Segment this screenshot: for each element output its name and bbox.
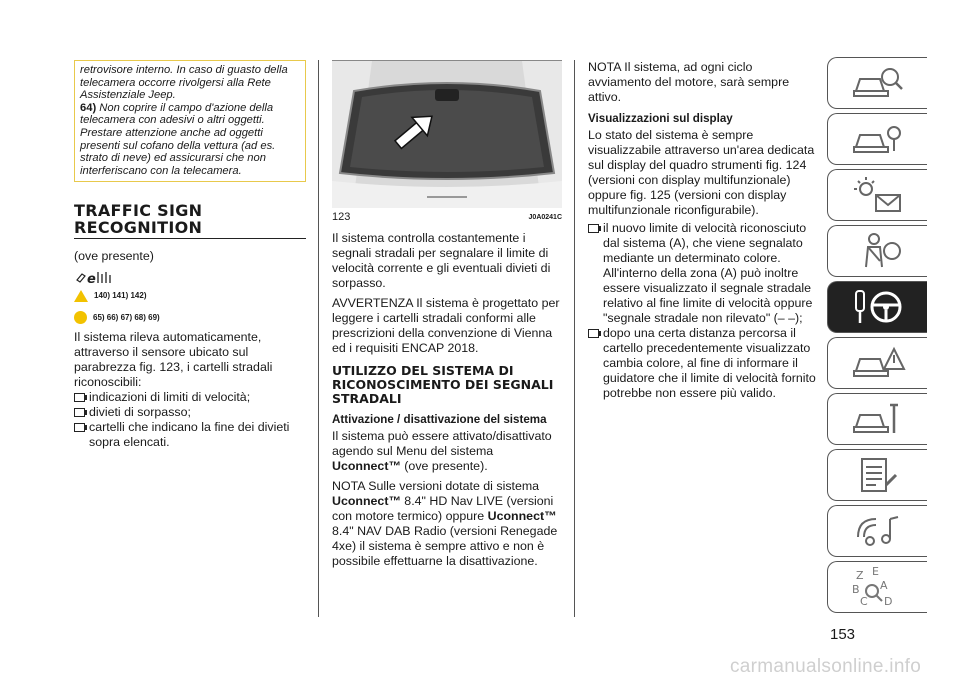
paragraph <box>332 479 562 569</box>
subsection-heading: Attivazione / disattivazione del sistema <box>332 413 547 426</box>
title-line: TRAFFIC SIGN <box>74 201 203 221</box>
tab-starting-driving[interactable] <box>827 281 927 333</box>
column-3 <box>588 60 816 401</box>
note-line: telecamera occorre rivolgersi alla Rete <box>80 76 271 89</box>
seatbelt-airbag-icon <box>850 231 906 271</box>
tab-multimedia[interactable] <box>827 505 927 557</box>
figure-code: J0A0241C <box>528 214 562 221</box>
column-1 <box>74 60 306 450</box>
note-line: strato di neve) ed assicurarsi che non <box>80 152 266 165</box>
chapter-tabs <box>827 57 927 617</box>
caution-note <box>74 60 306 182</box>
text: 8.4" HD Nav LIVE (versioni con motore termico) oppure <box>332 494 554 523</box>
data-sheet-icon <box>850 455 906 495</box>
bullet-icon <box>74 393 85 402</box>
tab-dashboard[interactable] <box>827 57 927 109</box>
tab-technical-data[interactable] <box>827 449 927 501</box>
warning-refs-text: 140) 141) 142) <box>94 291 147 301</box>
page-number: 153 <box>830 626 856 643</box>
subtitle: (ove presente) <box>74 249 154 264</box>
paragraph <box>332 429 562 474</box>
svg-text:Z: Z <box>855 569 864 582</box>
bullet-icon <box>588 224 599 233</box>
figure-windshield <box>332 60 562 208</box>
note-line: interferiscano con la telecamera. <box>80 164 242 177</box>
tab-safety[interactable] <box>827 225 927 277</box>
list-item-text: divieti di sorpasso; <box>89 405 191 420</box>
car-warning-icon <box>850 343 906 383</box>
list-item <box>74 420 306 450</box>
tab-emergency[interactable] <box>827 337 927 389</box>
warning-light-envelope-icon <box>850 175 906 215</box>
paragraph: NOTA Il sistema, ad ogni ciclo avviamento del motore, sarà sempre attivo. <box>588 60 790 104</box>
key-steering-wheel-icon <box>848 285 908 329</box>
note-line: Prestare attenzione anche ad oggetti <box>80 126 263 139</box>
list-item <box>74 405 306 420</box>
column-divider <box>318 60 319 617</box>
caution-refs-text: 65) 66) 67) 68) 69) <box>93 313 160 323</box>
sign-camera-icon <box>74 268 306 286</box>
list-item <box>588 221 816 326</box>
brand-text: Uconnect™ <box>487 509 557 523</box>
text: Il sistema può essere attivato/disattivato agendo sul Menu del sistema <box>332 429 552 458</box>
warning-triangle-icon <box>74 290 88 302</box>
tab-knowing-vehicle[interactable] <box>827 113 927 165</box>
car-wrench-icon <box>850 399 906 439</box>
list-item-text: cartelli che indicano la fine dei divieti sopra elencati. <box>89 420 290 450</box>
column-divider <box>574 60 575 617</box>
alphabet-index-icon <box>850 565 906 609</box>
list-item <box>74 390 306 405</box>
title-line: RECOGNITION <box>74 218 203 238</box>
section-heading: UTILIZZO DEL SISTEMA DI RICONOSCIMENTO DEI SEGNALI STRADALI <box>332 363 554 406</box>
car-key-icon <box>850 119 906 159</box>
figure-number: 123 <box>332 211 351 223</box>
column-2 <box>332 60 562 569</box>
svg-text:A: A <box>879 579 888 592</box>
note-line: retrovisore interno. In caso di guasto della <box>80 64 288 76</box>
list-item-text: indicazioni di limiti di velocità; <box>89 390 251 405</box>
tab-lights-messages[interactable] <box>827 169 927 221</box>
caution-refs <box>74 310 306 325</box>
list-item-text: il nuovo limite di velocità riconosciuto dal sistema (A), che viene segnalato mediante un determinato colore. All'interno della zona (A) può inoltre essere visualizzato il segnale stradale relativo al fine limite di velocità oppure "segnale stradale non rilevato" (– –); <box>603 221 813 325</box>
svg-text:e: e <box>87 272 96 287</box>
windshield-illustration <box>332 61 562 208</box>
paragraph: Lo stato del sistema è sempre visualizzabile attraverso un'area dedicata sul display del quadro strumenti fig. 124 (versioni con display multifunzionale) oppure fig. 125 (versioni con display multifunzionale riconfigurabile). <box>588 128 815 217</box>
paragraph: Il sistema controlla costantemente i segnali stradali per segnalare il limite di velocità corrente e gli eventuali divieti di sorpasso. <box>332 231 551 290</box>
text: NOTA Sulle versioni dotate di sistema <box>332 479 540 493</box>
list-item <box>588 326 816 401</box>
tab-servicing[interactable] <box>827 393 927 445</box>
section-title <box>74 202 306 239</box>
paragraph: AVVERTENZA Il sistema è progettato per leggere i cartelli stradali conformi alle prescrizioni della convenzione di Vienna ed i requisiti ENCAP 2018. <box>332 296 560 355</box>
note-line: telecamera con adesivi o altri oggetti. <box>80 114 265 127</box>
svg-text:C: C <box>859 595 868 608</box>
note-line: Non coprire il campo d'azione della <box>96 101 274 114</box>
note-number: 64) <box>80 101 97 114</box>
warning-refs <box>74 288 306 303</box>
note-line: presenti sul cofano della vettura (ad es. <box>80 139 276 152</box>
phone-music-icon <box>850 511 906 551</box>
subsection-heading: Visualizzazioni sul display <box>588 112 733 125</box>
text: 8.4" NAV DAB Radio (versioni Renegade 4xe) il sistema è sempre attivo e non è possibile effettuarne la disattivazione. <box>332 524 558 568</box>
svg-text:D: D <box>883 595 892 608</box>
figure-caption <box>332 210 562 225</box>
bullet-icon <box>74 408 85 417</box>
svg-text:E: E <box>871 565 879 578</box>
tab-index[interactable] <box>827 561 927 613</box>
brand-text: Uconnect™ <box>332 459 401 473</box>
intro-paragraph: Il sistema rileva automaticamente, attraverso il sensore ubicato sul parabrezza fig. 123, i cartelli stradali riconoscibili: <box>74 330 273 390</box>
svg-text:B: B <box>851 583 860 596</box>
caution-circle-icon <box>74 311 87 324</box>
text: (ove presente). <box>400 459 488 473</box>
car-search-icon <box>850 63 906 103</box>
note-line: Assistenziale Jeep. <box>80 89 176 102</box>
bullet-icon <box>74 423 85 432</box>
brand-text: Uconnect™ <box>332 494 401 508</box>
footer-watermark: carmanualsonline.info <box>730 656 922 677</box>
bullet-icon <box>588 329 599 338</box>
list-item-text: dopo una certa distanza percorsa il cartello precedentemente visualizzato cambia colore, al fine di informare il guidatore che il limite di velocità fornito potrebbe non essere più valido. <box>603 326 816 400</box>
